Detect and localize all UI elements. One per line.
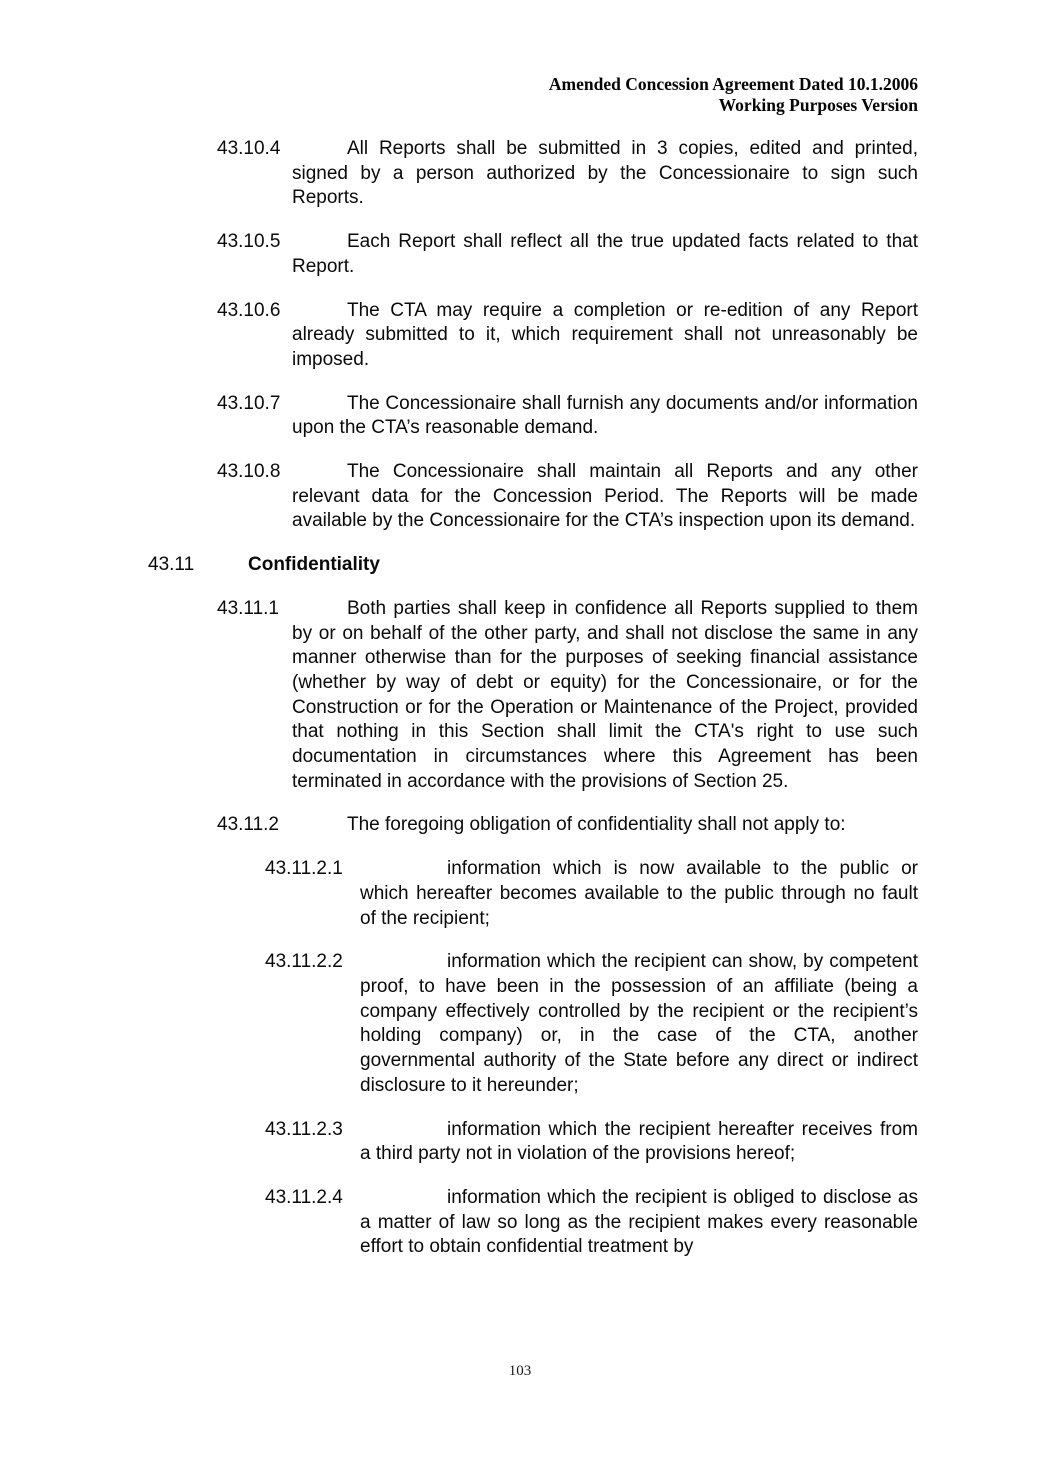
section-text: Both parties shall keep in confidence all Reports supplied to them by or on behalf of the other party, and shall not disclose the same in any manner otherwise than for the purposes of seeking financial assistance (whether by way of debt or equity) for the Concessionaire, or for the Construction or for the Operation or Maintenance of the Project, provided that nothing in this Section shall limit the CTA's right to use such documentation in circumstances where this Agreement has been terminated in accordance with the provisions of Section 25.	[292, 597, 918, 792]
section-text: The Concessionaire shall furnish any documents and/or information upon the CTA’s reasonable demand.	[292, 392, 918, 439]
document-body	[0, 137, 1040, 1279]
section-number: 43.11.1	[217, 597, 279, 619]
section-text: information which the recipient can show, by competent proof, to have been in the possession of an affiliate (being a company effectively controlled by the recipient or the recipient’s holding company) or, in the case of the CTA, another governmental authority of the State before any direct or indirect disclosure to it hereunder;	[360, 951, 918, 1096]
section-text: information which the recipient is obliged to disclose as a matter of law so long as the recipient makes every reasonable effort to obtain confidential treatment by	[360, 1186, 918, 1258]
page-header	[0, 74, 918, 116]
section-paragraph-43-10-4	[0, 137, 1040, 211]
section-heading-43-11	[0, 553, 1040, 578]
section-number: 43.11.2.4	[265, 1186, 343, 1208]
section-number: 43.11	[148, 554, 195, 576]
section-paragraph-43-11-2	[0, 813, 1040, 838]
header-title-line1: Amended Concession Agreement Dated 10.1.2006	[548, 74, 918, 94]
section-number: 43.10.6	[217, 299, 281, 321]
section-paragraph-43-11-2-4	[0, 1186, 1040, 1260]
section-text: Each Report shall reflect all the true updated facts related to that Report.	[292, 231, 918, 277]
section-number: 43.10.5	[217, 231, 281, 253]
section-number: 43.10.4	[217, 138, 281, 159]
section-number: 43.10.7	[217, 392, 281, 414]
section-paragraph-43-11-2-2	[0, 950, 1040, 1098]
section-number: 43.10.8	[217, 461, 281, 483]
section-number: 43.11.2	[217, 814, 279, 836]
section-text: information which the recipient hereafter receives from a third party not in violation of the provisions hereof;	[360, 1118, 918, 1165]
section-number: 43.11.2.1	[265, 858, 343, 880]
section-text: information which is now available to the public or which hereafter becomes available to the public through no fault of the recipient;	[360, 858, 918, 929]
section-paragraph-43-11-1	[0, 597, 1040, 795]
section-number: 43.11.2.2	[265, 951, 343, 973]
section-paragraph-43-10-5	[0, 230, 1040, 279]
section-number: 43.11.2.3	[265, 1118, 343, 1140]
section-paragraph-43-11-2-1	[0, 857, 1040, 931]
section-text: The CTA may require a completion or re-edition of any Report already submitted to it, which requirement shall not unreasonably be imposed.	[292, 299, 918, 370]
section-paragraph-43-10-6	[0, 299, 1040, 373]
section-text: The foregoing obligation of confidentiality shall not apply to:	[347, 814, 846, 836]
section-text: All Reports shall be submitted in 3 copies, edited and printed, signed by a person authorized by the Concessionaire to sign such Reports.	[292, 138, 918, 209]
header-title-line2: Working Purposes Version	[718, 95, 918, 115]
section-paragraph-43-10-8	[0, 460, 1040, 534]
page-number: 103	[508, 1363, 532, 1379]
section-heading-text: Confidentiality	[248, 554, 380, 576]
section-text: The Concessionaire shall maintain all Reports and any other relevant data for the Concession Period. The Reports will be made available by the Concessionaire for the CTA’s inspection upon its demand.	[292, 461, 918, 532]
section-paragraph-43-11-2-3	[0, 1118, 1040, 1167]
section-paragraph-43-10-7	[0, 392, 1040, 441]
